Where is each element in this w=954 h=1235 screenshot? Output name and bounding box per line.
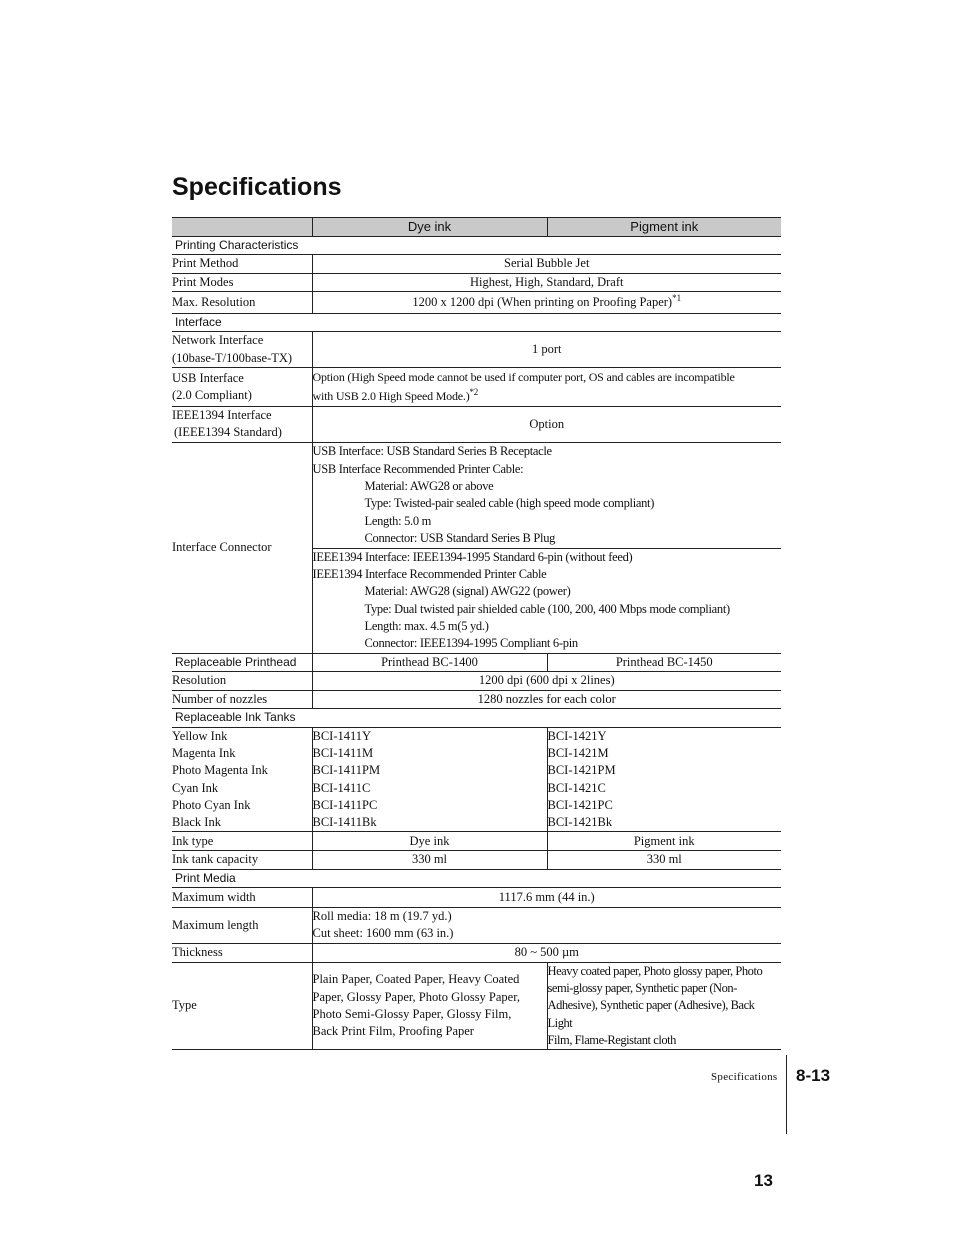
ieee1394-interface-label: IEEE1394 Interface (IEEE1394 Standard) <box>172 407 312 443</box>
max-width-label: Maximum width <box>172 888 312 908</box>
table-row <box>172 442 781 548</box>
list-item: BCI-1411PM <box>312 763 381 778</box>
table-row <box>172 962 781 1049</box>
usb-connector-spec: USB Interface: USB Standard Series B Receptacle USB Interface Recommended Printer Cable: Material: AWG28 or above Type: Twisted-pair sealed cable (high speed mode compliant) Length: 5.0 m Connector: USB Standard Series B Plug <box>312 442 781 548</box>
footnote-mark-1: *1 <box>672 292 682 303</box>
footnote-mark-2: *2 <box>469 387 479 398</box>
list-item: Black Ink <box>172 815 221 830</box>
list-item: Photo Cyan Ink <box>172 797 251 812</box>
list-item: BCI-1421Bk <box>547 815 613 830</box>
ink-type-dye: Dye ink <box>312 832 547 851</box>
printhead-resolution-value: 1200 dpi (600 dpi x 2lines) <box>312 672 781 691</box>
ieee1394-connector-spec: IEEE1394 Interface: IEEE1394-1995 Standard 6-pin (without feed) IEEE1394 Interface Recommended Printer Cable Material: AWG28 (signal) AWG22 (power) Type: Dual twisted pair shielded cable (100, 200, 400 Mbps mode compliant) Length: max. 4.5 m(5 yd.) Connector: IEEE1394-1995 Compliant 6-pin <box>312 548 781 653</box>
page-number: 13 <box>754 1171 773 1190</box>
pigment-ink-tank-list <box>547 727 781 832</box>
footer-divider <box>786 1055 787 1134</box>
table-row <box>172 273 781 291</box>
printhead-dye: Printhead BC-1400 <box>312 653 547 671</box>
print-method-label: Print Method <box>172 255 312 273</box>
ink-capacity-dye: 330 ml <box>312 851 547 869</box>
table-row <box>172 888 781 908</box>
table-row <box>172 908 781 944</box>
table-row <box>172 332 781 368</box>
header-dye-ink: Dye ink <box>312 218 547 237</box>
max-resolution-value: 1200 x 1200 dpi (When printing on Proofing Paper)$^{*1}$ <box>312 291 781 313</box>
printhead-resolution-label: Resolution <box>172 672 312 691</box>
table-row <box>172 255 781 273</box>
footer-section-label: Specifications <box>711 1071 778 1083</box>
header-blank-cell <box>172 218 312 237</box>
print-modes-label: Print Modes <box>172 273 312 291</box>
nozzles-value: 1280 nozzles for each color <box>312 691 781 709</box>
list-item: BCI-1411PC <box>312 797 378 812</box>
media-type-dye: Plain Paper, Coated Paper, Heavy Coated Paper, Glossy Paper, Photo Glossy Paper, Photo Semi-Glossy Paper, Glossy Film, Back Print Film, Proofing Paper <box>312 962 547 1049</box>
ink-type-pigment: Pigment ink <box>547 832 781 851</box>
media-type-label: Type <box>172 962 312 1049</box>
list-item: BCI-1411C <box>312 780 371 795</box>
max-width-value: 1117.6 mm (44 in.) <box>312 888 781 908</box>
table-row <box>172 368 781 407</box>
print-modes-value: Highest, High, Standard, Draft <box>312 273 781 291</box>
print-method-value: Serial Bubble Jet <box>312 255 781 273</box>
max-length-label: Maximum length <box>172 908 312 944</box>
ieee1394-interface-value: Option <box>312 407 781 443</box>
list-item: Photo Magenta Ink <box>172 763 268 778</box>
list-item: BCI-1411Y <box>312 728 372 743</box>
table-row <box>172 727 781 832</box>
table-row <box>172 407 781 443</box>
table-row <box>172 851 781 869</box>
list-item: Magenta Ink <box>172 745 236 760</box>
table-row <box>172 832 781 851</box>
list-item: BCI-1421PM <box>547 763 616 778</box>
thickness-value: 80 ~ 500 µm <box>312 943 781 962</box>
usb-interface-value: Option (High Speed mode cannot be used if computer port, OS and cables are incompatible with USB 2.0 High Speed Mode.)$^{*2}$ <box>312 368 781 407</box>
section-replaceable-ink-tanks: Replaceable Ink Tanks <box>172 709 781 727</box>
table-row <box>172 291 781 313</box>
table-row <box>172 653 781 671</box>
list-item: Yellow Ink <box>172 728 228 743</box>
printhead-pigment: Printhead BC-1450 <box>547 653 781 671</box>
ink-capacity-label: Ink tank capacity <box>172 851 312 869</box>
list-item: Cyan Ink <box>172 780 219 795</box>
dye-ink-tank-list <box>312 727 547 832</box>
page-title: Specifications <box>172 173 342 201</box>
list-item: BCI-1421Y <box>547 728 607 743</box>
max-length-value: Roll media: 18 m (19.7 yd.) Cut sheet: 1600 mm (63 in.) <box>312 908 781 944</box>
spec-table <box>172 217 781 1050</box>
thickness-label: Thickness <box>172 943 312 962</box>
section-interface: Interface <box>172 313 781 331</box>
list-item: BCI-1421PC <box>547 797 613 812</box>
interface-connector-label: Interface Connector <box>172 442 312 653</box>
list-item: BCI-1411Bk <box>312 815 377 830</box>
list-item: BCI-1421M <box>547 745 609 760</box>
section-print-media: Print Media <box>172 869 781 887</box>
ink-color-list <box>172 727 312 832</box>
table-row <box>172 672 781 691</box>
header-pigment-ink: Pigment ink <box>547 218 781 237</box>
network-interface-value: 1 port <box>312 332 781 368</box>
list-item: BCI-1421C <box>547 780 606 795</box>
usb-interface-label: USB Interface (2.0 Compliant) <box>172 368 312 407</box>
list-item: BCI-1411M <box>312 745 374 760</box>
network-interface-label: Network Interface (10base-T/100base-TX) <box>172 332 312 368</box>
table-header-row <box>172 218 781 237</box>
section-replaceable-printhead: Replaceable Printhead <box>172 653 312 671</box>
footer-section-number: 8-13 <box>796 1066 831 1085</box>
table-row <box>172 943 781 962</box>
ink-type-label: Ink type <box>172 832 312 851</box>
table-row <box>172 691 781 709</box>
ink-capacity-pigment: 330 ml <box>547 851 781 869</box>
max-resolution-label: Max. Resolution <box>172 291 312 313</box>
media-type-pigment: Heavy coated paper, Photo glossy paper, Photo semi-glossy paper, Synthetic paper (Non- Adhesive), Synthetic paper (Adhesive), Back Light Film, Flame-Registant cloth <box>547 962 781 1049</box>
nozzles-label: Number of nozzles <box>172 691 312 709</box>
section-printing-characteristics: Printing Characteristics <box>172 237 781 255</box>
